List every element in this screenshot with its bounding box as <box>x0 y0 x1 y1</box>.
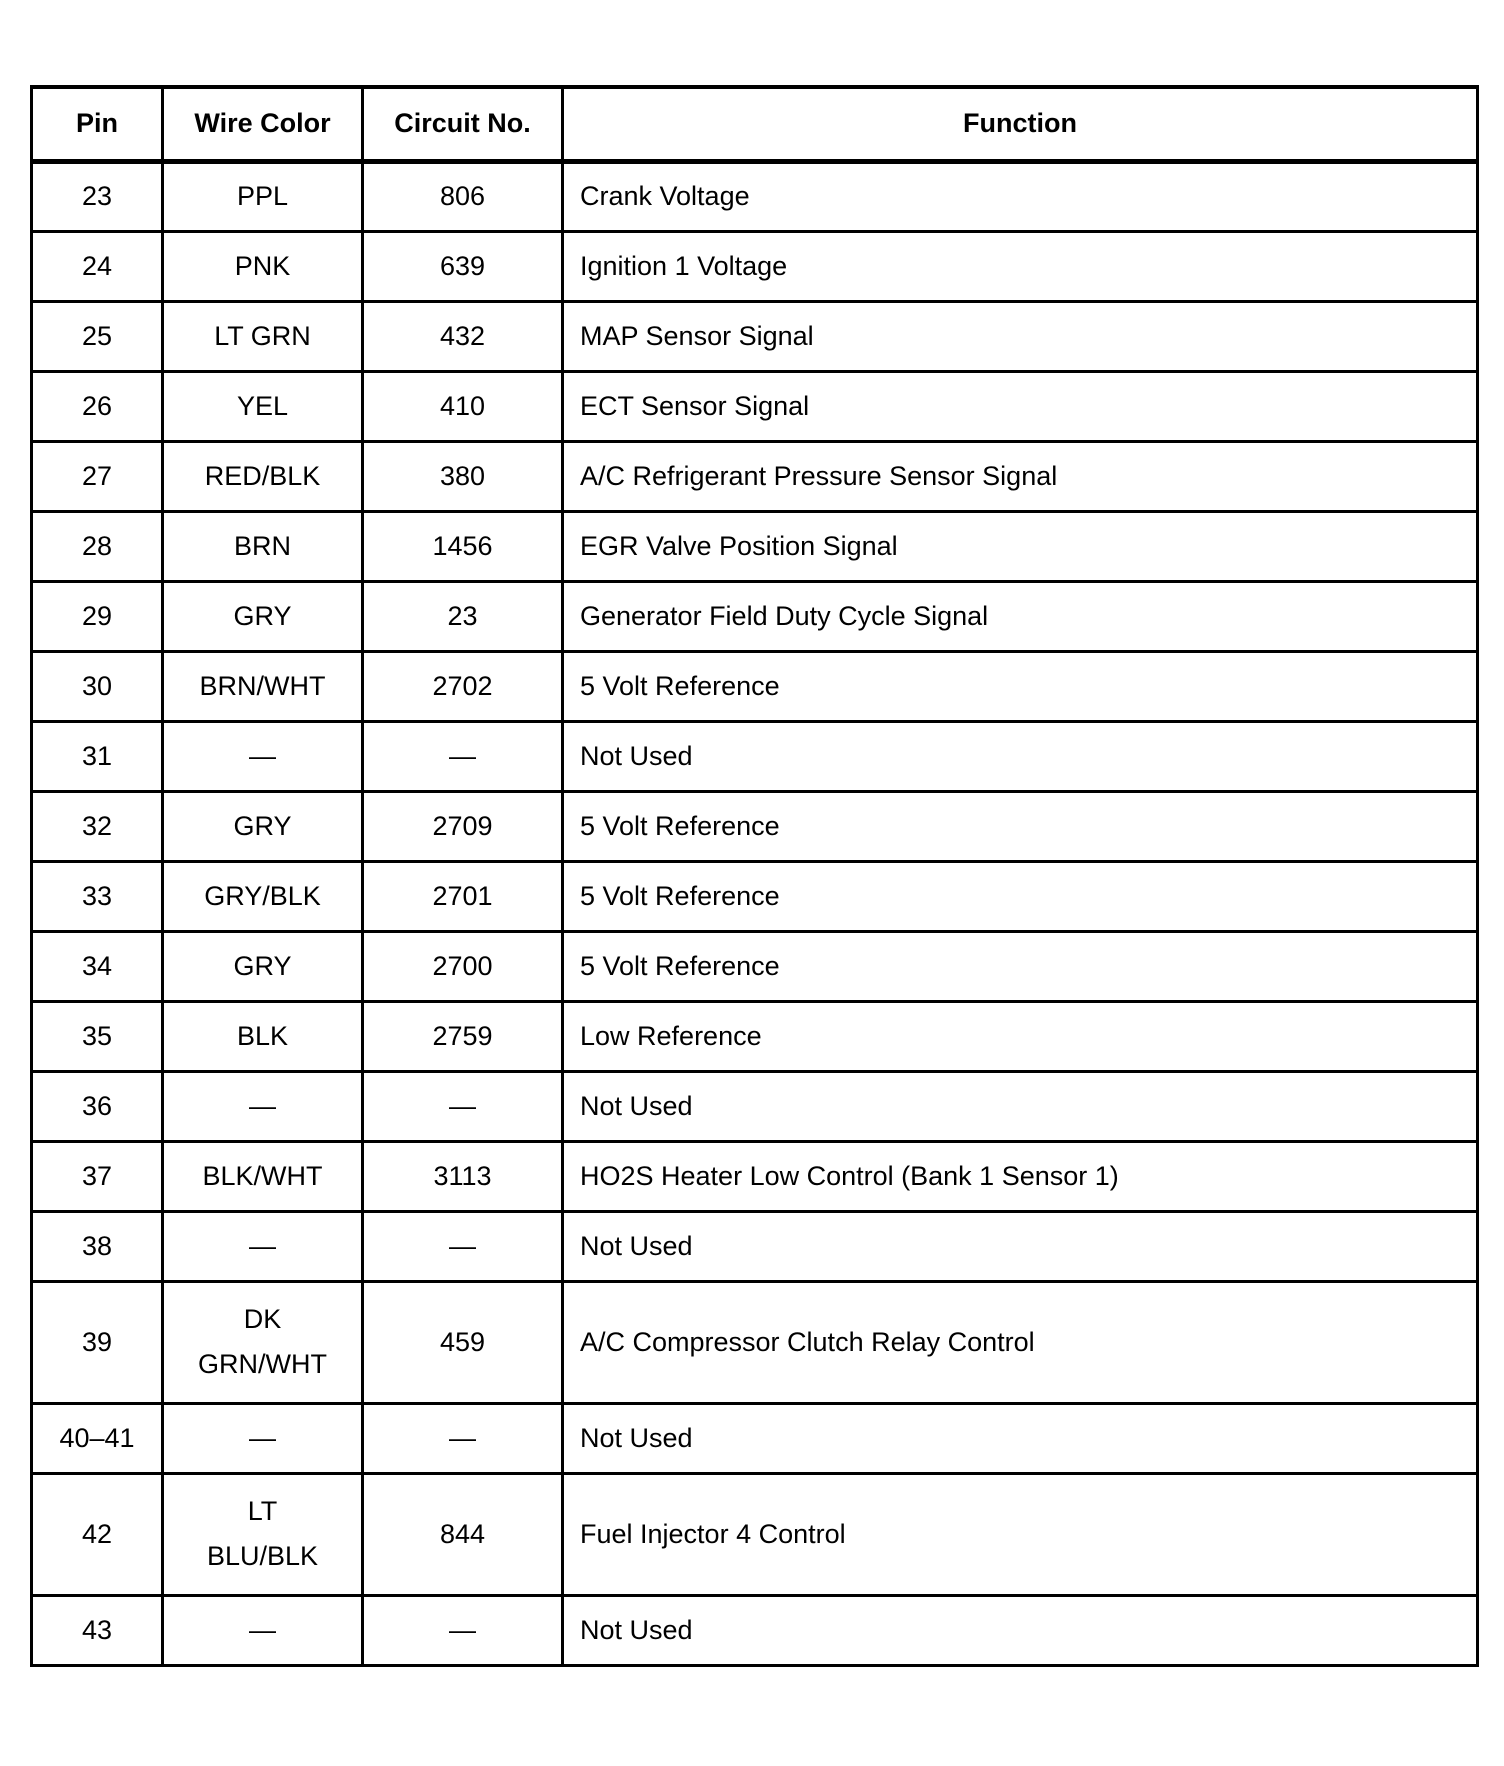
wire-color-cell <box>163 301 363 371</box>
wire-color-line: BRN <box>233 530 291 561</box>
function-cell: Low Reference <box>563 1001 1478 1071</box>
pin-cell: 25 <box>32 301 163 371</box>
wire-color-line: GRY <box>233 600 292 631</box>
table-row <box>32 1595 1478 1665</box>
function-cell: MAP Sensor Signal <box>563 301 1478 371</box>
circuit-no-cell: — <box>363 1071 563 1141</box>
circuit-no-cell: — <box>363 1211 563 1281</box>
table-row <box>32 231 1478 301</box>
table-row <box>32 1281 1478 1403</box>
pin-cell: 43 <box>32 1595 163 1665</box>
circuit-no-cell: — <box>363 1403 563 1473</box>
function-cell: 5 Volt Reference <box>563 931 1478 1001</box>
wire-color-line: BLK <box>236 1020 289 1051</box>
circuit-no-cell: 2709 <box>363 791 563 861</box>
wire-color-line: DK <box>243 1304 282 1334</box>
circuit-no-cell: 2701 <box>363 861 563 931</box>
wire-color-line: RED/BLK <box>204 460 321 491</box>
pin-cell: 37 <box>32 1141 163 1211</box>
circuit-no-cell: 23 <box>363 581 563 651</box>
wire-color-cell <box>163 441 363 511</box>
wire-color-line: — <box>249 740 276 771</box>
pin-cell: 42 <box>32 1473 163 1595</box>
circuit-no-cell: — <box>363 721 563 791</box>
table-row <box>32 791 1478 861</box>
wire-color-cell <box>163 861 363 931</box>
table-row <box>32 371 1478 441</box>
circuit-no-cell: 2759 <box>363 1001 563 1071</box>
function-cell: HO2S Heater Low Control (Bank 1 Sensor 1) <box>563 1141 1478 1211</box>
table-row <box>32 1141 1478 1211</box>
circuit-no-cell: 1456 <box>363 511 563 581</box>
function-cell: EGR Valve Position Signal <box>563 511 1478 581</box>
table-row <box>32 651 1478 721</box>
wire-color-cell <box>163 1211 363 1281</box>
header-pin: Pin <box>32 87 163 161</box>
wire-color-cell <box>163 791 363 861</box>
wire-color-cell <box>163 721 363 791</box>
table-row <box>32 931 1478 1001</box>
wire-color-line: LT GRN <box>214 320 311 351</box>
table-row <box>32 161 1478 231</box>
pin-cell: 27 <box>32 441 163 511</box>
function-cell: ECT Sensor Signal <box>563 371 1478 441</box>
function-cell: Fuel Injector 4 Control <box>563 1473 1478 1595</box>
pin-cell: 33 <box>32 861 163 931</box>
wire-color-line: YEL <box>236 390 289 421</box>
table-header <box>32 87 1478 161</box>
wire-color-cell <box>163 931 363 1001</box>
wire-color-cell <box>163 651 363 721</box>
wire-color-line: — <box>249 1230 276 1261</box>
pin-cell: 35 <box>32 1001 163 1071</box>
wire-color-line: — <box>249 1422 276 1453</box>
wire-color-cell <box>163 371 363 441</box>
pin-cell: 36 <box>32 1071 163 1141</box>
wire-color-line: BLU/BLK <box>206 1541 319 1571</box>
table-row <box>32 1473 1478 1595</box>
wire-color-cell <box>163 1001 363 1071</box>
circuit-no-cell: — <box>363 1595 563 1665</box>
wire-color-cell <box>163 1595 363 1665</box>
circuit-no-cell: 3113 <box>363 1141 563 1211</box>
table-row <box>32 721 1478 791</box>
wire-color-cell <box>163 1071 363 1141</box>
wire-color-line: GRY <box>233 810 292 841</box>
pin-cell: 38 <box>32 1211 163 1281</box>
circuit-no-cell: 806 <box>363 161 563 231</box>
function-cell: 5 Volt Reference <box>563 791 1478 861</box>
pin-cell: 34 <box>32 931 163 1001</box>
function-cell: 5 Volt Reference <box>563 861 1478 931</box>
function-cell: Not Used <box>563 1403 1478 1473</box>
connector-pinout-table <box>30 85 1479 1667</box>
wire-color-cell <box>163 231 363 301</box>
wire-color-line: GRY/BLK <box>204 880 321 911</box>
table-row <box>32 301 1478 371</box>
table-row <box>32 1403 1478 1473</box>
table-row <box>32 441 1478 511</box>
wire-color-line: — <box>249 1614 276 1645</box>
wire-color-cell <box>163 1403 363 1473</box>
circuit-no-cell: 844 <box>363 1473 563 1595</box>
wire-color-line: BLK/WHT <box>202 1160 323 1191</box>
circuit-no-cell: 2700 <box>363 931 563 1001</box>
wire-color-cell <box>163 1141 363 1211</box>
wire-color-cell <box>163 1281 363 1403</box>
header-row <box>32 87 1478 161</box>
function-cell: Not Used <box>563 721 1478 791</box>
circuit-no-cell: 432 <box>363 301 563 371</box>
wire-color-line: GRN/WHT <box>198 1349 327 1379</box>
pin-cell: 31 <box>32 721 163 791</box>
wire-color-line: PNK <box>234 250 291 281</box>
wire-color-cell <box>163 581 363 651</box>
function-cell: 5 Volt Reference <box>563 651 1478 721</box>
wire-color-line: — <box>249 1090 276 1121</box>
pin-cell: 40–41 <box>32 1403 163 1473</box>
pin-cell: 23 <box>32 161 163 231</box>
wire-color-cell <box>163 511 363 581</box>
wire-color-line: GRY <box>233 950 292 981</box>
function-cell: A/C Compressor Clutch Relay Control <box>563 1281 1478 1403</box>
header-circuit-no: Circuit No. <box>363 87 563 161</box>
table-row <box>32 1071 1478 1141</box>
circuit-no-cell: 380 <box>363 441 563 511</box>
header-wire-color: Wire Color <box>163 87 363 161</box>
pin-cell: 39 <box>32 1281 163 1403</box>
circuit-no-cell: 2702 <box>363 651 563 721</box>
pin-cell: 24 <box>32 231 163 301</box>
table-body <box>32 161 1478 1665</box>
circuit-no-cell: 639 <box>363 231 563 301</box>
pin-cell: 29 <box>32 581 163 651</box>
pin-cell: 32 <box>32 791 163 861</box>
wire-color-cell <box>163 161 363 231</box>
wire-color-line: LT <box>247 1496 278 1526</box>
pin-cell: 28 <box>32 511 163 581</box>
function-cell: Crank Voltage <box>563 161 1478 231</box>
function-cell: Not Used <box>563 1071 1478 1141</box>
table-row <box>32 1001 1478 1071</box>
circuit-no-cell: 410 <box>363 371 563 441</box>
wire-color-cell <box>163 1473 363 1595</box>
circuit-no-cell: 459 <box>363 1281 563 1403</box>
function-cell: Ignition 1 Voltage <box>563 231 1478 301</box>
pin-cell: 30 <box>32 651 163 721</box>
table-row <box>32 581 1478 651</box>
pin-cell: 26 <box>32 371 163 441</box>
function-cell: Generator Field Duty Cycle Signal <box>563 581 1478 651</box>
table-row <box>32 861 1478 931</box>
function-cell: A/C Refrigerant Pressure Sensor Signal <box>563 441 1478 511</box>
function-cell: Not Used <box>563 1211 1478 1281</box>
wire-color-line: BRN/WHT <box>199 670 326 701</box>
header-function: Function <box>563 87 1478 161</box>
wire-color-line: PPL <box>236 181 289 211</box>
function-cell: Not Used <box>563 1595 1478 1665</box>
table-row <box>32 511 1478 581</box>
table-row <box>32 1211 1478 1281</box>
